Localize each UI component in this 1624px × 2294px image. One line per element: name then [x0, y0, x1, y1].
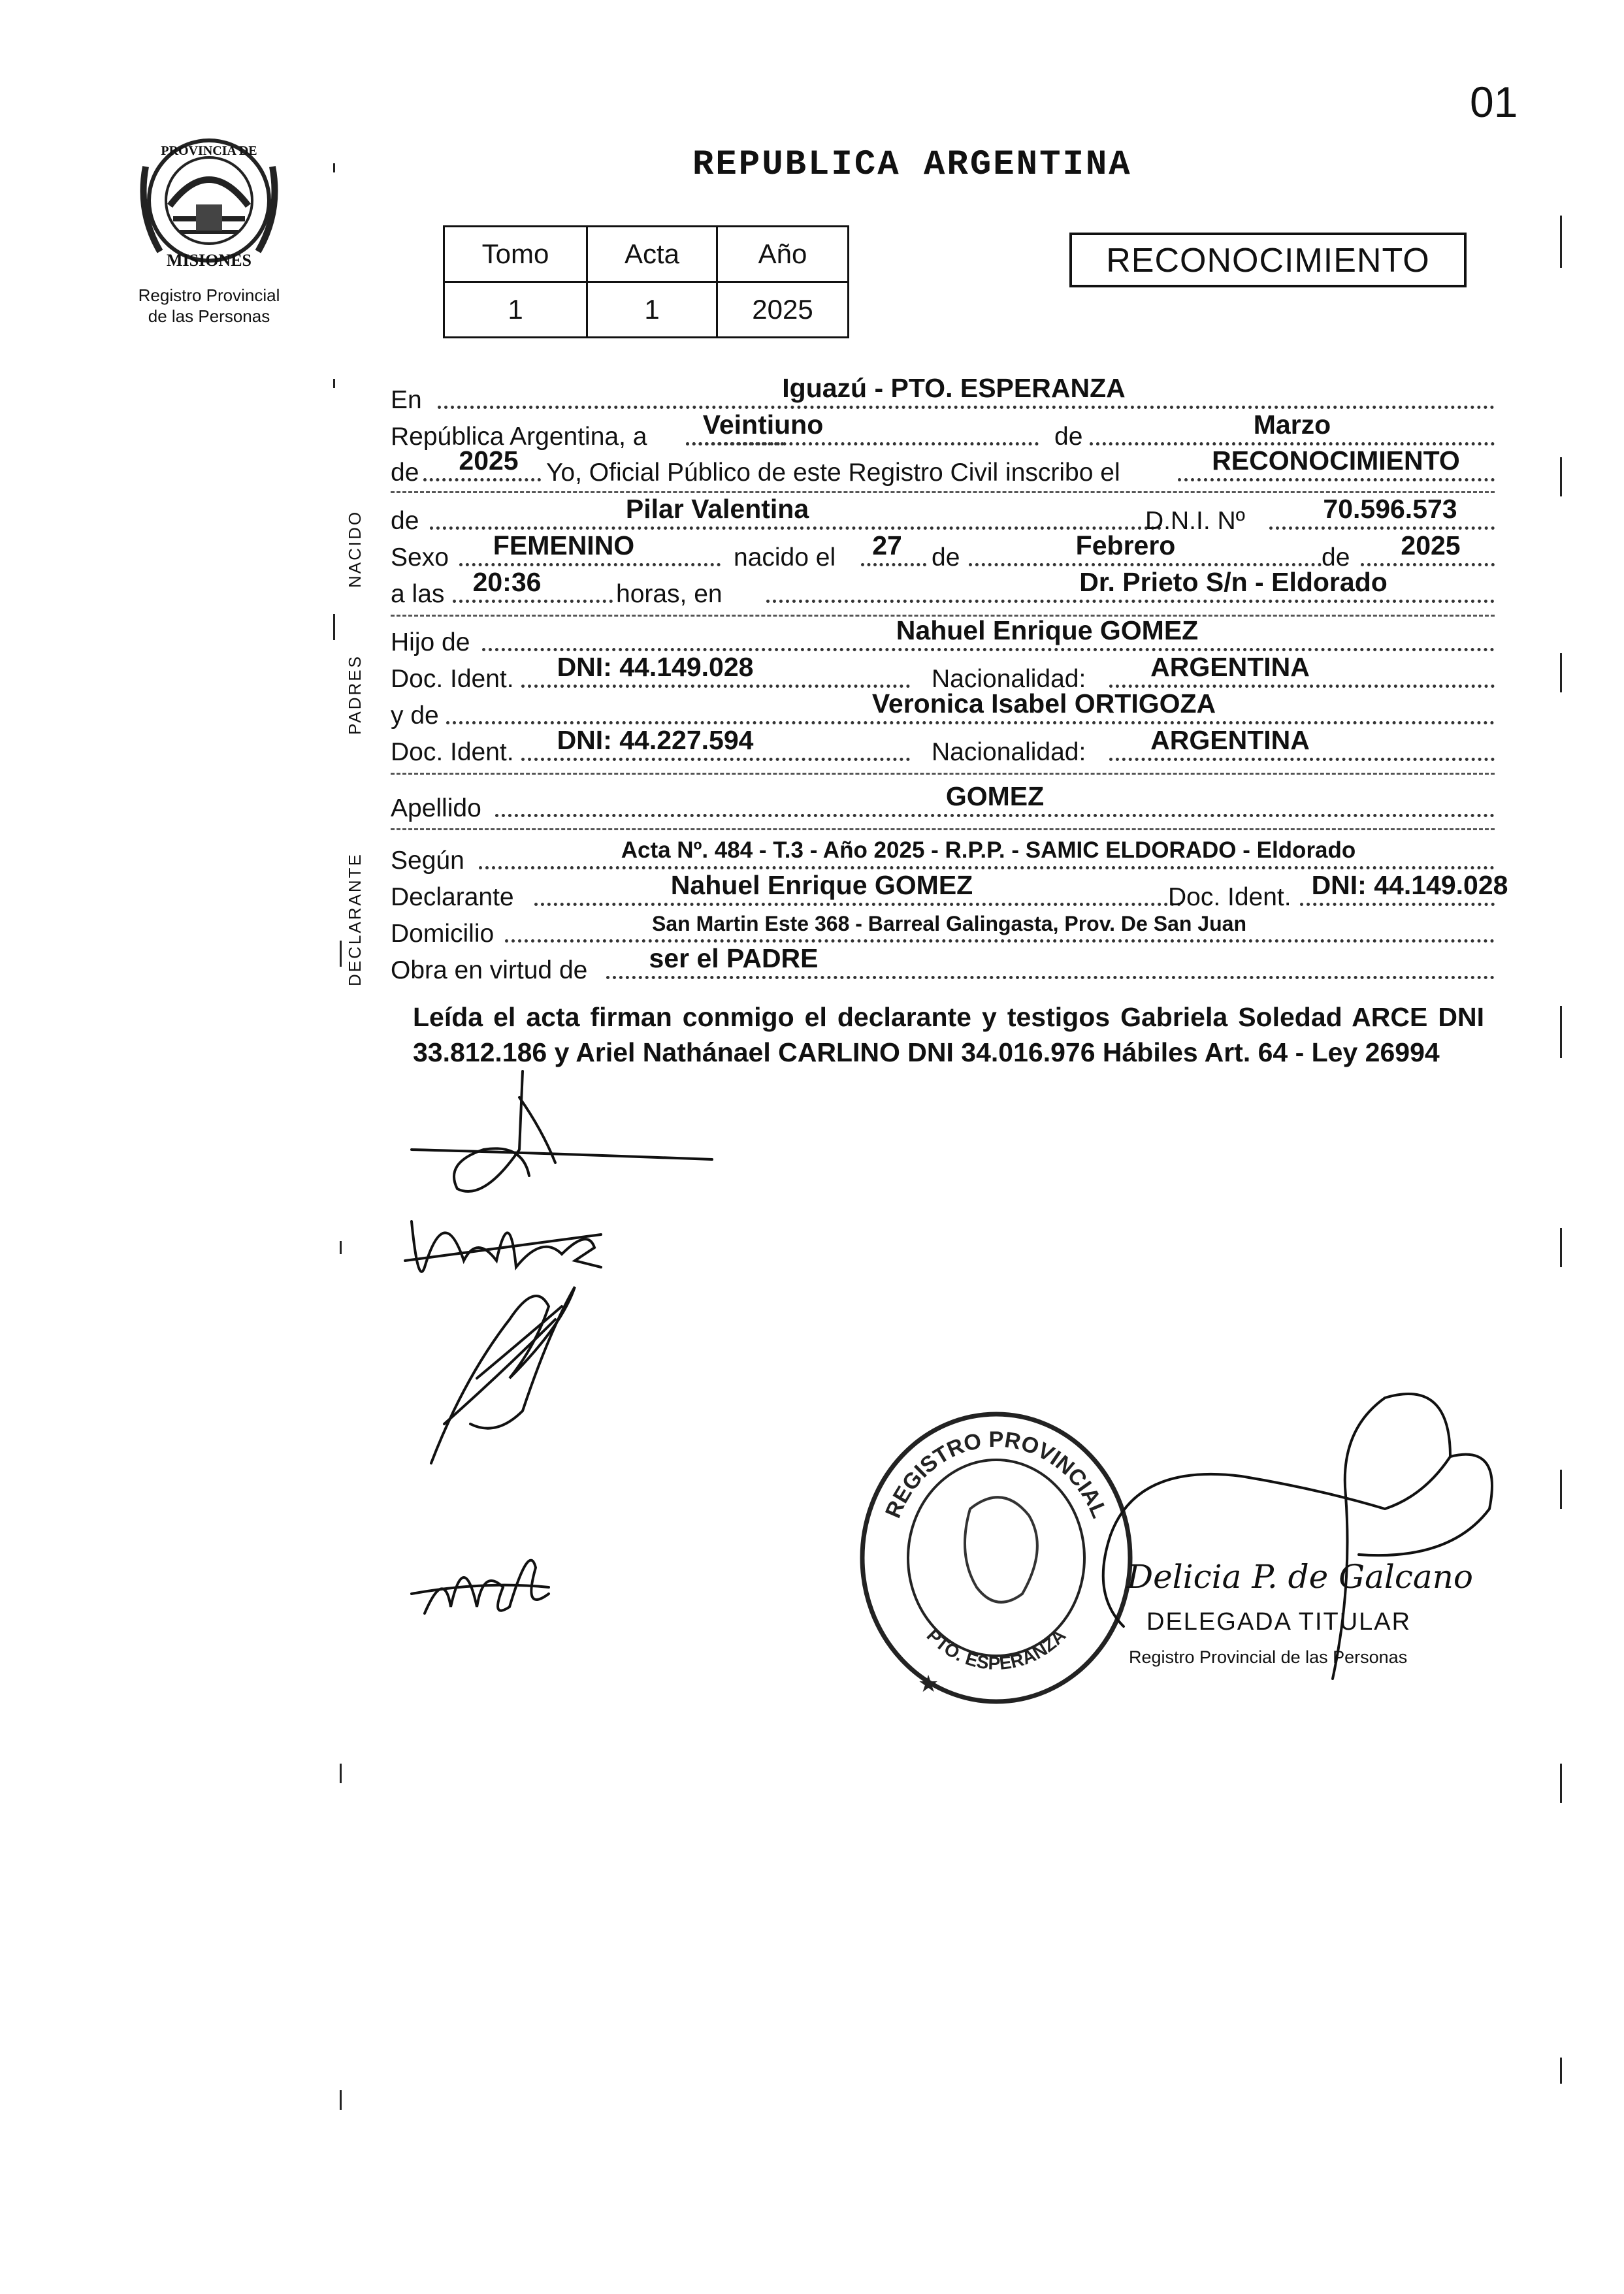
value-madre-nac: ARGENTINA — [1150, 725, 1310, 755]
seal-text-bottom: MISIONES — [166, 251, 252, 270]
value-lugar: Iguazú - PTO. ESPERANZA — [782, 373, 1126, 403]
label-sexo: Sexo — [391, 543, 449, 572]
margin-tick — [1560, 1470, 1562, 1509]
value-tomo: 1 — [444, 282, 587, 338]
label-de-nombre: de — [391, 507, 419, 535]
act-type-box: RECONOCIMIENTO — [1069, 233, 1467, 287]
margin-tick — [333, 614, 335, 640]
margin-tick — [1560, 2058, 1562, 2084]
label-nacido-el: nacido el — [734, 543, 836, 572]
header-anio: Año — [717, 227, 849, 282]
value-segun: Acta Nº. 484 - T.3 - Año 2025 - R.P.P. - SAMIC ELDORADO - Eldorado — [621, 837, 1356, 863]
margin-tick — [340, 1764, 342, 1783]
value-acta: 1 — [587, 282, 717, 338]
label-y-de: y de — [391, 702, 439, 730]
label-dni: D.N.I. Nº — [1145, 507, 1245, 535]
label-doc-ident-decl: Doc. Ident. — [1168, 883, 1291, 911]
margin-tick — [340, 2090, 342, 2110]
value-dia-nac: 27 — [872, 530, 902, 560]
value-padre-nac: ARGENTINA — [1150, 652, 1310, 682]
label-nacionalidad: Nacionalidad: — [932, 665, 1086, 693]
label-apellido: Apellido — [391, 794, 481, 822]
witness-signatures — [405, 1071, 745, 1724]
official-role: DELEGADA TITULAR — [1146, 1608, 1412, 1636]
dotted-leader — [686, 424, 1039, 445]
row-madre-doc — [391, 725, 1527, 771]
header-tomo: Tomo — [444, 227, 587, 282]
official-signature-name: Delicia P. de Galcano — [1127, 1558, 1474, 1596]
value-tipo: RECONOCIMIENTO — [1212, 445, 1460, 476]
label-de-mes: de — [1054, 423, 1083, 451]
closing-statement: Leída el acta firman conmigo el declarante y testigos Gabriela Soledad ARCE DNI 33.812.186 y Ariel Nathánael CARLINO DNI 34.016.976 Hábiles Art. 64 - Ley 26994 — [413, 1002, 1484, 1067]
section-divider — [391, 828, 1495, 830]
label-doc-ident-madre: Doc. Ident. — [391, 738, 514, 766]
margin-tick — [1560, 1006, 1562, 1058]
label-obra: Obra en virtud de — [391, 956, 588, 984]
value-anio-nac: 2025 — [1401, 530, 1461, 560]
label-hijo-de: Hijo de — [391, 628, 470, 656]
issuer-line-2: de las Personas — [148, 306, 270, 326]
page-number: 01 — [1470, 78, 1518, 126]
margin-tick — [1560, 216, 1562, 268]
issuer-line-1: Registro Provincial — [138, 285, 280, 305]
row-domicilio — [391, 912, 1527, 952]
margin-tick — [1560, 653, 1562, 692]
value-nombre: Pilar Valentina — [625, 494, 809, 524]
label-doc-ident: Doc. Ident. — [391, 665, 514, 693]
value-mes: Marzo — [1253, 410, 1331, 440]
label-de-anio2: de — [1322, 543, 1350, 572]
value-mes-nac: Febrero — [1075, 530, 1176, 560]
label-horas-en: horas, en — [616, 580, 723, 608]
stamp-text-bottom: PTO. ESPERANZA — [922, 1624, 1070, 1673]
label-republica: República Argentina, a — [391, 423, 647, 451]
margin-tick — [333, 163, 335, 172]
margin-tick — [340, 1241, 342, 1254]
document-title: REPUBLICA ARGENTINA — [692, 145, 1132, 185]
header-acta: Acta — [587, 227, 717, 282]
value-hora: 20:36 — [472, 567, 542, 597]
value-obra: ser el PADRE — [649, 943, 819, 973]
value-sexo: FEMENINO — [493, 530, 635, 560]
margin-tick — [1560, 457, 1562, 496]
section-divider — [391, 491, 1495, 493]
value-declarante-doc: DNI: 44.149.028 — [1311, 870, 1508, 900]
value-dni: 70.596.573 — [1323, 494, 1457, 524]
row-apellido — [391, 781, 1527, 827]
row-obra — [391, 943, 1527, 989]
value-madre-doc: DNI: 44.227.594 — [557, 725, 754, 755]
label-nacionalidad-madre: Nacionalidad: — [932, 738, 1086, 766]
label-a-las: a las — [391, 580, 445, 608]
volume-table — [443, 225, 849, 338]
margin-tick — [1560, 1228, 1562, 1267]
value-anio: 2025 — [459, 445, 519, 476]
seal-text-top: PROVINCIA DE — [161, 144, 257, 158]
row-lugar — [391, 373, 1527, 419]
label-en: En — [391, 386, 422, 414]
official-org: Registro Provincial de las Personas — [1129, 1647, 1408, 1667]
province-seal-logo — [134, 127, 284, 278]
stamp-text-top: REGISTRO PROVINCIAL — [880, 1427, 1112, 1522]
label-oficial: Yo, Oficial Público de este Registro Civil inscribo el — [546, 459, 1120, 487]
section-declarante: DECLARANTE — [345, 852, 365, 986]
value-domicilio: San Martin Este 368 - Barreal Galingasta, Prov. De San Juan — [652, 912, 1246, 935]
value-apellido: GOMEZ — [945, 781, 1045, 811]
star-icon: ★ — [918, 1670, 939, 1697]
value-padre-doc: DNI: 44.149.028 — [557, 652, 754, 682]
value-declarante: Nahuel Enrique GOMEZ — [670, 870, 973, 900]
section-padres: PADRES — [345, 654, 365, 735]
svg-text:PTO. ESPERANZA — [923, 1625, 1070, 1673]
row-hora-lugar — [391, 567, 1527, 613]
label-declarante: Declarante — [391, 883, 514, 911]
label-domicilio: Domicilio — [391, 920, 495, 948]
label-segun: Según — [391, 847, 464, 875]
row-registro — [391, 445, 1527, 491]
row-declarante — [391, 870, 1527, 916]
issuer-name — [111, 285, 307, 327]
margin-tick — [340, 941, 342, 967]
value-madre: Veronica Isabel ORTIGOZA — [871, 688, 1216, 719]
value-anio: 2025 — [717, 282, 849, 338]
section-divider — [391, 773, 1495, 775]
value-padre: Nahuel Enrique GOMEZ — [896, 615, 1199, 645]
value-lugar-nac: Dr. Prieto S/n - Eldorado — [1079, 567, 1388, 597]
margin-tick — [1560, 1764, 1562, 1803]
label-de-anio: de — [391, 459, 419, 487]
label-de-dia: de — [932, 543, 960, 572]
section-nacido: NACIDO — [345, 509, 365, 588]
value-dia-texto: Veintiuno — [702, 410, 824, 440]
margin-tick — [333, 379, 335, 388]
